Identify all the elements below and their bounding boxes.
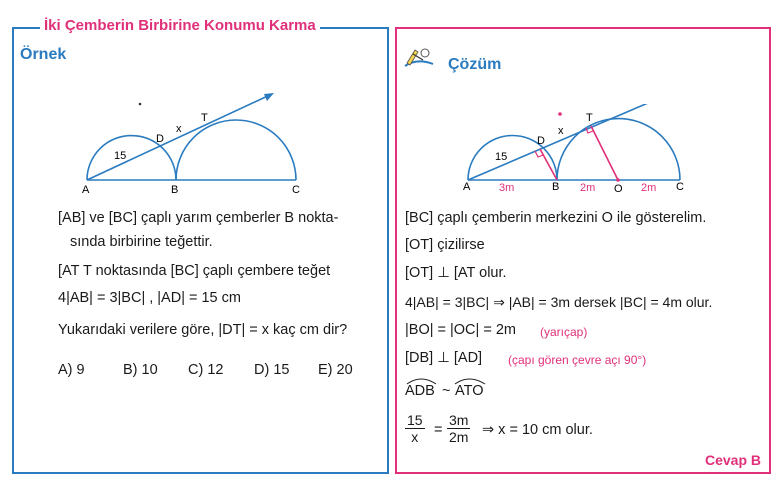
fraction-1-numerator: 15 [407,412,423,428]
solution-title: Çözüm [448,56,502,73]
example-question: Yukarıdaki verilere göre, |DT| = x kaç cm dir? [58,322,348,338]
example-title: Örnek [20,46,67,63]
label-2m-bo: 2m [580,182,596,194]
label-x: x [558,125,564,137]
similarity-sign: ~ [442,383,451,399]
label-15: 15 [495,151,508,163]
label-B: B [552,181,560,193]
large-semicircle [176,120,296,180]
label-T: T [586,112,593,124]
example-figure [70,88,310,198]
page-title: İki Çemberin Birbirine Konumu Karma [40,17,320,34]
choice-d[interactable]: D) 15 [254,362,290,378]
large-semicircle [557,119,680,180]
label-B: B [171,184,179,196]
label-A: A [463,181,471,193]
pencil-icon [403,44,437,70]
label-C: C [676,181,684,193]
solution-line-1: [BC] çaplı çemberin merkezini O ile gösterelim. [405,210,707,226]
label-D: D [156,133,164,145]
ray-arrowhead [264,93,274,101]
solution-line-5: |BO| = |OC| = 2m [405,322,516,338]
label-D: D [537,135,545,147]
example-line-2: sında birbirine teğettir. [70,234,213,250]
label-A: A [82,184,90,196]
segment-OT [591,126,618,180]
triangle-adb: ADB [405,383,435,399]
triangle-ato: ATO [455,383,484,399]
solution-figure [455,104,695,208]
label-x: x [176,123,182,135]
inscribed-angle-note: (çapı gören çevre açı 90°) [508,353,647,367]
fraction-3m-2m [447,412,470,445]
equals-sign: = [434,422,443,438]
solution-line-4: 4|AB| = 3|BC| ⇒ |AB| = 3m dersek |BC| = 4m olur. [405,294,713,310]
choice-e[interactable]: E) 20 [318,362,353,378]
fraction-2-denominator: 2m [449,429,469,445]
choice-b[interactable]: B) 10 [123,362,158,378]
label-3m: 3m [499,182,515,194]
example-line-3: [AT T noktasında [BC] çaplı çembere teğet [58,263,331,279]
tangent-ray [87,94,272,180]
label-T: T [201,112,208,124]
choice-c[interactable]: C) 12 [188,362,224,378]
solution-line-6: [DB] ⊥ [AD] [405,350,483,366]
tangent-ray [468,104,655,180]
fraction-1-denominator: x [411,429,419,445]
label-O: O [614,183,623,195]
solution-line-2: [OT] çizilirse [405,237,485,253]
result-line: ⇒ x = 10 cm olur. [482,422,593,438]
label-15: 15 [114,150,127,162]
solution-line-3: [OT] ⊥ [AT olur. [405,265,507,281]
example-line-4: 4|AB| = 3|BC| , |AD| = 15 cm [58,290,241,306]
label-2m-oc: 2m [641,182,657,194]
fraction-15-x [405,412,425,445]
label-C: C [292,184,300,196]
answer-label: Cevap B [704,452,761,468]
radius-note: (yarıçap) [540,325,588,339]
choice-a[interactable]: A) 9 [58,362,85,378]
example-line-1: [AB] ve [BC] çaplı yarım çemberler B nokta- [58,210,339,226]
fraction-2-numerator: 3m [449,412,469,428]
